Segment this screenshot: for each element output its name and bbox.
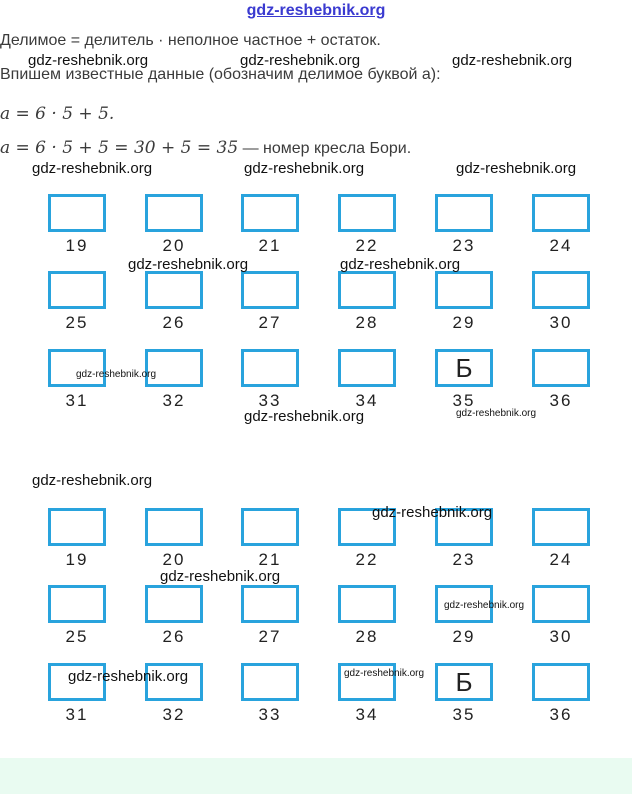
equation-2-tail: — номер кресла Бори. [242, 140, 412, 157]
seat-number: 28 [355, 627, 379, 646]
seat-number: 32 [162, 391, 186, 410]
watermark: gdz-reshebnik.org [76, 369, 157, 380]
watermark: gdz-reshebnik.org [444, 600, 525, 611]
seat-box [532, 194, 590, 232]
seat-box [145, 585, 203, 623]
seat-number: 26 [162, 627, 186, 646]
seat-number: 22 [355, 550, 379, 569]
seat-number: 28 [355, 313, 379, 332]
footer-band [0, 758, 632, 794]
seat-box [145, 349, 203, 387]
seat-box [532, 349, 590, 387]
watermark: gdz-reshebnik.org [32, 160, 153, 177]
seat-box [145, 194, 203, 232]
seat-number: 24 [549, 236, 573, 255]
seat-number: 23 [452, 550, 476, 569]
seat-number: 31 [65, 705, 89, 724]
seat-number: 25 [65, 313, 89, 332]
seat-box [48, 585, 106, 623]
seat-number: 30 [549, 313, 573, 332]
seat-box [241, 585, 299, 623]
seat-number: 33 [258, 705, 282, 724]
seat-box [532, 271, 590, 309]
equation-2 [0, 138, 411, 158]
seat-number: 31 [65, 391, 89, 410]
seat-number: 22 [355, 236, 379, 255]
seat-number: 26 [162, 313, 186, 332]
seat-number: 21 [258, 236, 282, 255]
seat-number: 19 [65, 550, 89, 569]
watermark: gdz-reshebnik.org [28, 52, 149, 69]
seat-box [241, 271, 299, 309]
seat-number: 29 [452, 627, 476, 646]
seat-box [48, 349, 106, 387]
seat-box [241, 508, 299, 546]
equation-2-math: a = 6 · 5 + 5 = 30 + 5 = 35 [0, 138, 239, 158]
instruction-text: Впишем известные данные (обозначим делимое буквой a): [0, 66, 441, 83]
seat-box [338, 585, 396, 623]
seat-number: 20 [162, 236, 186, 255]
watermark: gdz-reshebnik.org [340, 256, 461, 273]
seat-box [435, 271, 493, 309]
watermark: gdz-reshebnik.org [244, 408, 365, 425]
seat-box [435, 194, 493, 232]
watermark: gdz-reshebnik.org [456, 160, 577, 177]
watermark: gdz-reshebnik.org [344, 668, 425, 679]
site-link[interactable]: gdz-reshebnik.org [246, 2, 386, 19]
rule-text: Делимое = делитель · неполное частное + остаток. [0, 32, 381, 49]
watermark: gdz-reshebnik.org [32, 472, 153, 489]
watermark: gdz-reshebnik.org [452, 52, 573, 69]
seat-box [145, 508, 203, 546]
watermark: gdz-reshebnik.org [240, 52, 361, 69]
seat-box [241, 349, 299, 387]
watermark: gdz-reshebnik.org [128, 256, 249, 273]
watermark: gdz-reshebnik.org [68, 668, 189, 685]
seat-number: 30 [549, 627, 573, 646]
seat-number: 19 [65, 236, 89, 255]
seat-number: 21 [258, 550, 282, 569]
watermark: gdz-reshebnik.org [372, 504, 493, 521]
seat-number: 35 [452, 391, 476, 410]
seat-number: 34 [355, 705, 379, 724]
seat-box [338, 349, 396, 387]
seat-number: 23 [452, 236, 476, 255]
seat-box [338, 271, 396, 309]
seat-box [48, 194, 106, 232]
equation-1: a = 6 · 5 + 5. [0, 104, 115, 124]
seat-box [338, 194, 396, 232]
seat-number: 32 [162, 705, 186, 724]
seat-number: 25 [65, 627, 89, 646]
seat-box [145, 271, 203, 309]
seat-number: 35 [452, 705, 476, 724]
seat-box [532, 663, 590, 701]
seat-box [435, 349, 493, 387]
seat-box [241, 194, 299, 232]
seat-number: 36 [549, 391, 573, 410]
seat-box [435, 663, 493, 701]
seat-box [532, 585, 590, 623]
seat-number: 36 [549, 705, 573, 724]
seat-number: 24 [549, 550, 573, 569]
seat-number: 20 [162, 550, 186, 569]
watermark: gdz-reshebnik.org [244, 160, 365, 177]
seat-box [48, 271, 106, 309]
seat-box [532, 508, 590, 546]
seat-number: 34 [355, 391, 379, 410]
watermark: gdz-reshebnik.org [160, 568, 281, 585]
seat-number: 29 [452, 313, 476, 332]
seat-number: 33 [258, 391, 282, 410]
watermark: gdz-reshebnik.org [456, 408, 537, 419]
seat-letter: Б [455, 352, 473, 383]
seat-letter: Б [455, 666, 473, 697]
seat-box [48, 508, 106, 546]
seat-number: 27 [258, 313, 282, 332]
seat-number: 27 [258, 627, 282, 646]
seat-box [241, 663, 299, 701]
